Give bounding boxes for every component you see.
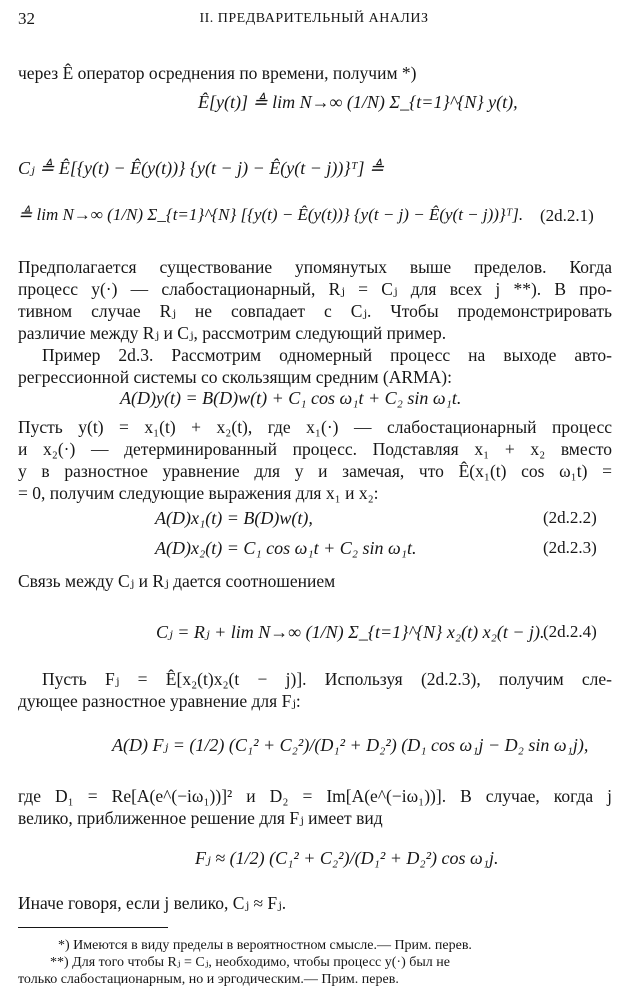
example-line1: Пример 2d.3. Рассмотрим одномерный процесс на выходе авто- [42, 345, 612, 365]
paragraph1-line3: тивном случае Rⱼ не совпадает с Cⱼ. Чтобы продемонстрировать [18, 301, 612, 321]
paragraph4-line1: Пусть Fⱼ = Ê[x₂(t)x₂(t − j)]. Используя (2d.2.3), получим сле- [42, 669, 612, 689]
paragraph1-line4: различие между Rⱼ и Cⱼ, рассмотрим следующий пример. [18, 323, 447, 343]
equation-F-approx: Fⱼ ≈ (1/2) (C₁² + C₂²)/(D₁² + D₂²) cos ω₁j. [195, 848, 499, 868]
paragraph5-line1: где D₁ = Re[A(e^(−iω₁))]² и D₂ = Im[A(e^(−iω₁))]. В случае, когда j [18, 786, 612, 806]
paragraph2-line3: y в разностное уравнение для y и замечая, что Ê(x₁(t) cos ω₁t) = [18, 461, 612, 481]
equation-covariance-line1: Cⱼ ≜ Ê[{y(t) − Ê(y(t))} {y(t − j) − Ê(y(t − j))}ᵀ] ≜ [18, 158, 385, 178]
page-number: 32 [18, 9, 35, 28]
paragraph5-line2: велико, приближенное решение для Fⱼ имеет вид [18, 808, 383, 828]
equation-2d24: Cⱼ = Rⱼ + lim N→∞ (1/N) Σ_{t=1}^{N} x₂(t) x₂(t − j). [156, 622, 545, 642]
example-line2: регрессионной системы со скользящим средним (ARMA): [18, 367, 452, 387]
equation-expectation: Ê[y(t)] ≜ lim N→∞ (1/N) Σ_{t=1}^{N} y(t), [198, 92, 518, 112]
intro-line: через Ê оператор осреднения по времени, получим *) [18, 63, 417, 83]
equation-arma: A(D)y(t) = B(D)w(t) + C₁ cos ω₁t + C₂ sin ω₁t. [120, 388, 462, 408]
paragraph6: Иначе говоря, если j велико, Cⱼ ≈ Fⱼ. [18, 893, 287, 913]
paragraph2-line1: Пусть y(t) = x₁(t) + x₂(t), где x₁(·) — слабостационарный процесс [18, 417, 612, 437]
running-title: II. ПРЕДВАРИТЕЛЬНЫЙ АНАЛИЗ [199, 11, 429, 26]
paragraph2-line2: и x₂(·) — детерминированный процесс. Подставляя x₁ + x₂ вместо [18, 439, 612, 459]
paragraph3: Связь между Cⱼ и Rⱼ дается соотношением [18, 571, 336, 591]
paragraph2-line4: = 0, получим следующие выражения для x₁ и x₂: [18, 483, 379, 503]
equation-number-2d21: (2d.2.1) [540, 206, 594, 225]
footnote-2-line1: **) Для того чтобы Rⱼ = Cⱼ, необходимо, чтобы процесс y(·) был не [50, 955, 450, 970]
equation-2d22: A(D)x₁(t) = B(D)w(t), [155, 508, 313, 528]
paragraph4-line2: дующее разностное уравнение для Fⱼ: [18, 691, 301, 711]
paragraph1-line2: процесс y(·) — слабостационарный, Rⱼ = Cⱼ для всех j **). В про- [18, 279, 612, 299]
footnote-rule [18, 927, 168, 928]
equation-number-2d23: (2d.2.3) [543, 538, 597, 557]
footnote-2-line2: только слабостационарным, но и эргодическим.— Прим. перев. [18, 972, 399, 987]
footnote-1: *) Имеются в виду пределы в вероятностном смысле.— Прим. перев. [58, 938, 472, 953]
paragraph1-line1: Предполагается существование упомянутых выше пределов. Когда [18, 257, 612, 277]
equation-number-2d24: (2d.2.4) [543, 622, 597, 641]
equation-number-2d22: (2d.2.2) [543, 508, 597, 527]
equation-F: A(D) Fⱼ = (1/2) (C₁² + C₂²)/(D₁² + D₂²) (D₁ cos ω₁j − D₂ sin ω₁j), [112, 735, 589, 755]
equation-2d23: A(D)x₂(t) = C₁ cos ω₁t + C₂ sin ω₁t. [155, 538, 417, 558]
equation-covariance-line2: ≜ lim N→∞ (1/N) Σ_{t=1}^{N} [{y(t) − Ê(y(t))} {y(t − j) − Ê(y(t − j))}ᵀ]. [18, 205, 524, 224]
